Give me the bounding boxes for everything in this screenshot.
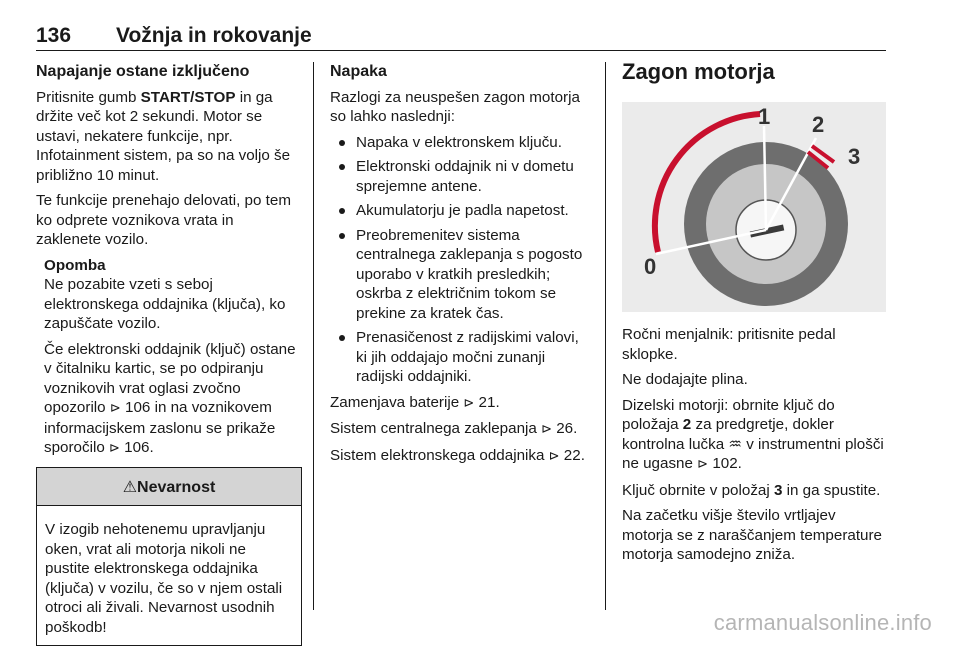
start-stop-label: START/STOP: [141, 89, 236, 106]
reference-transmitter: Sistem elektronskega oddajnika ⊳ 22.: [330, 446, 592, 467]
column-divider-1: [313, 62, 314, 610]
xref-icon: ⊳: [697, 457, 708, 472]
paragraph-no-throttle: Ne dodajajte plina.: [622, 370, 887, 390]
xref-icon: ⊳: [549, 449, 560, 464]
paragraph-manual-gearbox: Ročni menjalnik: pritisnite pedal sklopke.: [622, 325, 887, 364]
label-position-1: 1: [758, 104, 770, 129]
warning-header: [37, 468, 301, 507]
ignition-diagram: [622, 102, 886, 312]
column-divider-2: [605, 62, 606, 610]
list-item: Prenasičenost z radijskimi valovi, ki jih oddajajo močni zunanji radijski oddajniki.: [330, 328, 592, 387]
note-block: [44, 256, 302, 459]
page-number: 136: [36, 24, 71, 48]
page-link[interactable]: 26: [556, 420, 573, 437]
xref-icon: ⊳: [541, 422, 552, 437]
heading-power-off: Napajanje ostane izključeno: [36, 62, 302, 82]
glow-plug-icon: ♒: [728, 436, 742, 453]
warning-text: V izogib nehotenemu upravljanju oken, vrat ali motorja nikoli ne pustite elektronskega oddajnika (ključa) v vozilu, če so v njem ostali otroci ali živali. Nevarnost usodnih poškodb!: [37, 506, 301, 645]
column-1: [36, 62, 302, 646]
page-header: [36, 22, 886, 51]
fault-intro: Razlogi za neuspešen zagon motorja so lahko naslednji:: [330, 88, 592, 127]
warning-box: [36, 467, 302, 646]
page-link[interactable]: 21: [479, 394, 496, 411]
watermark: carmanualsonline.info: [714, 610, 932, 636]
note-paragraph-2: Če elektronski oddajnik (ključ) ostane v čitalniku kartic, se po odpiranju voznikovih vrat oglasi zvočno opozorilo ⊳ 106 in na voznikovem informacijskem zaslonu se prikaže sporočilo ⊳ 106.: [44, 340, 302, 459]
warning-icon: ⚠: [123, 479, 137, 496]
xref-icon: ⊳: [110, 401, 121, 416]
list-item: Akumulatorju je padla napetost.: [330, 201, 592, 221]
note-paragraph-1: Ne pozabite vzeti s seboj elektronskega oddajnika (ključa), ko zapuščate vozilo.: [44, 275, 302, 334]
page-link[interactable]: 106: [124, 439, 149, 456]
warning-title: Nevarnost: [137, 479, 215, 496]
heading-fault: Napaka: [330, 62, 592, 82]
label-position-0: 0: [644, 254, 656, 279]
page-link[interactable]: 102: [712, 455, 737, 472]
section-title: Vožnja in rokovanje: [116, 24, 312, 48]
column-3: [622, 62, 887, 571]
reference-locking: Sistem centralnega zaklepanja ⊳ 26.: [330, 419, 592, 440]
page-link[interactable]: 106: [125, 399, 150, 416]
page-link[interactable]: 22: [564, 447, 581, 464]
heading-engine-start: Zagon motorja: [622, 62, 887, 82]
xref-icon: ⊳: [109, 441, 120, 456]
fault-list: [330, 133, 592, 387]
paragraph-start-stop: Pritisnite gumb START/STOP in ga držite več kot 2 sekundi. Motor se ustavi, nekatere funkcije, npr. Infotainment sistem, pa so na voljo še približno 10 minut.: [36, 88, 302, 186]
column-2: [330, 62, 592, 472]
paragraph-diesel: Dizelski motorji: obrnite ključ do položaja 2 za predgretje, dokler kontrolna lučka ♒ v instrumentni plošči ne ugasne ⊳ 102.: [622, 396, 887, 475]
xref-icon: ⊳: [463, 396, 474, 411]
list-item: Elektronski oddajnik ni v dometu sprejemne antene.: [330, 157, 592, 196]
paragraph-functions: Te funkcije prenehajo delovati, po tem ko odprete voznikova vrata in zaklenete vozilo.: [36, 191, 302, 250]
paragraph-idle-speed: Na začetku višje število vrtljajev motorja se z naraščanjem temperature motorja samodejno zniža.: [622, 506, 887, 565]
paragraph-turn-key: Ključ obrnite v položaj 3 in ga spustite.: [622, 481, 887, 501]
label-position-3: 3: [848, 144, 860, 169]
list-item: Preobremenitev sistema centralnega zaklepanja s pogosto uporabo v kratkih presledkih; oskrba z električnim tokom se prekine za kratek čas.: [330, 226, 592, 324]
label-position-2: 2: [812, 112, 824, 137]
reference-battery: Zamenjava baterije ⊳ 21.: [330, 393, 592, 414]
list-item: Napaka v elektronskem ključu.: [330, 133, 592, 153]
note-title: Opomba: [44, 256, 302, 276]
